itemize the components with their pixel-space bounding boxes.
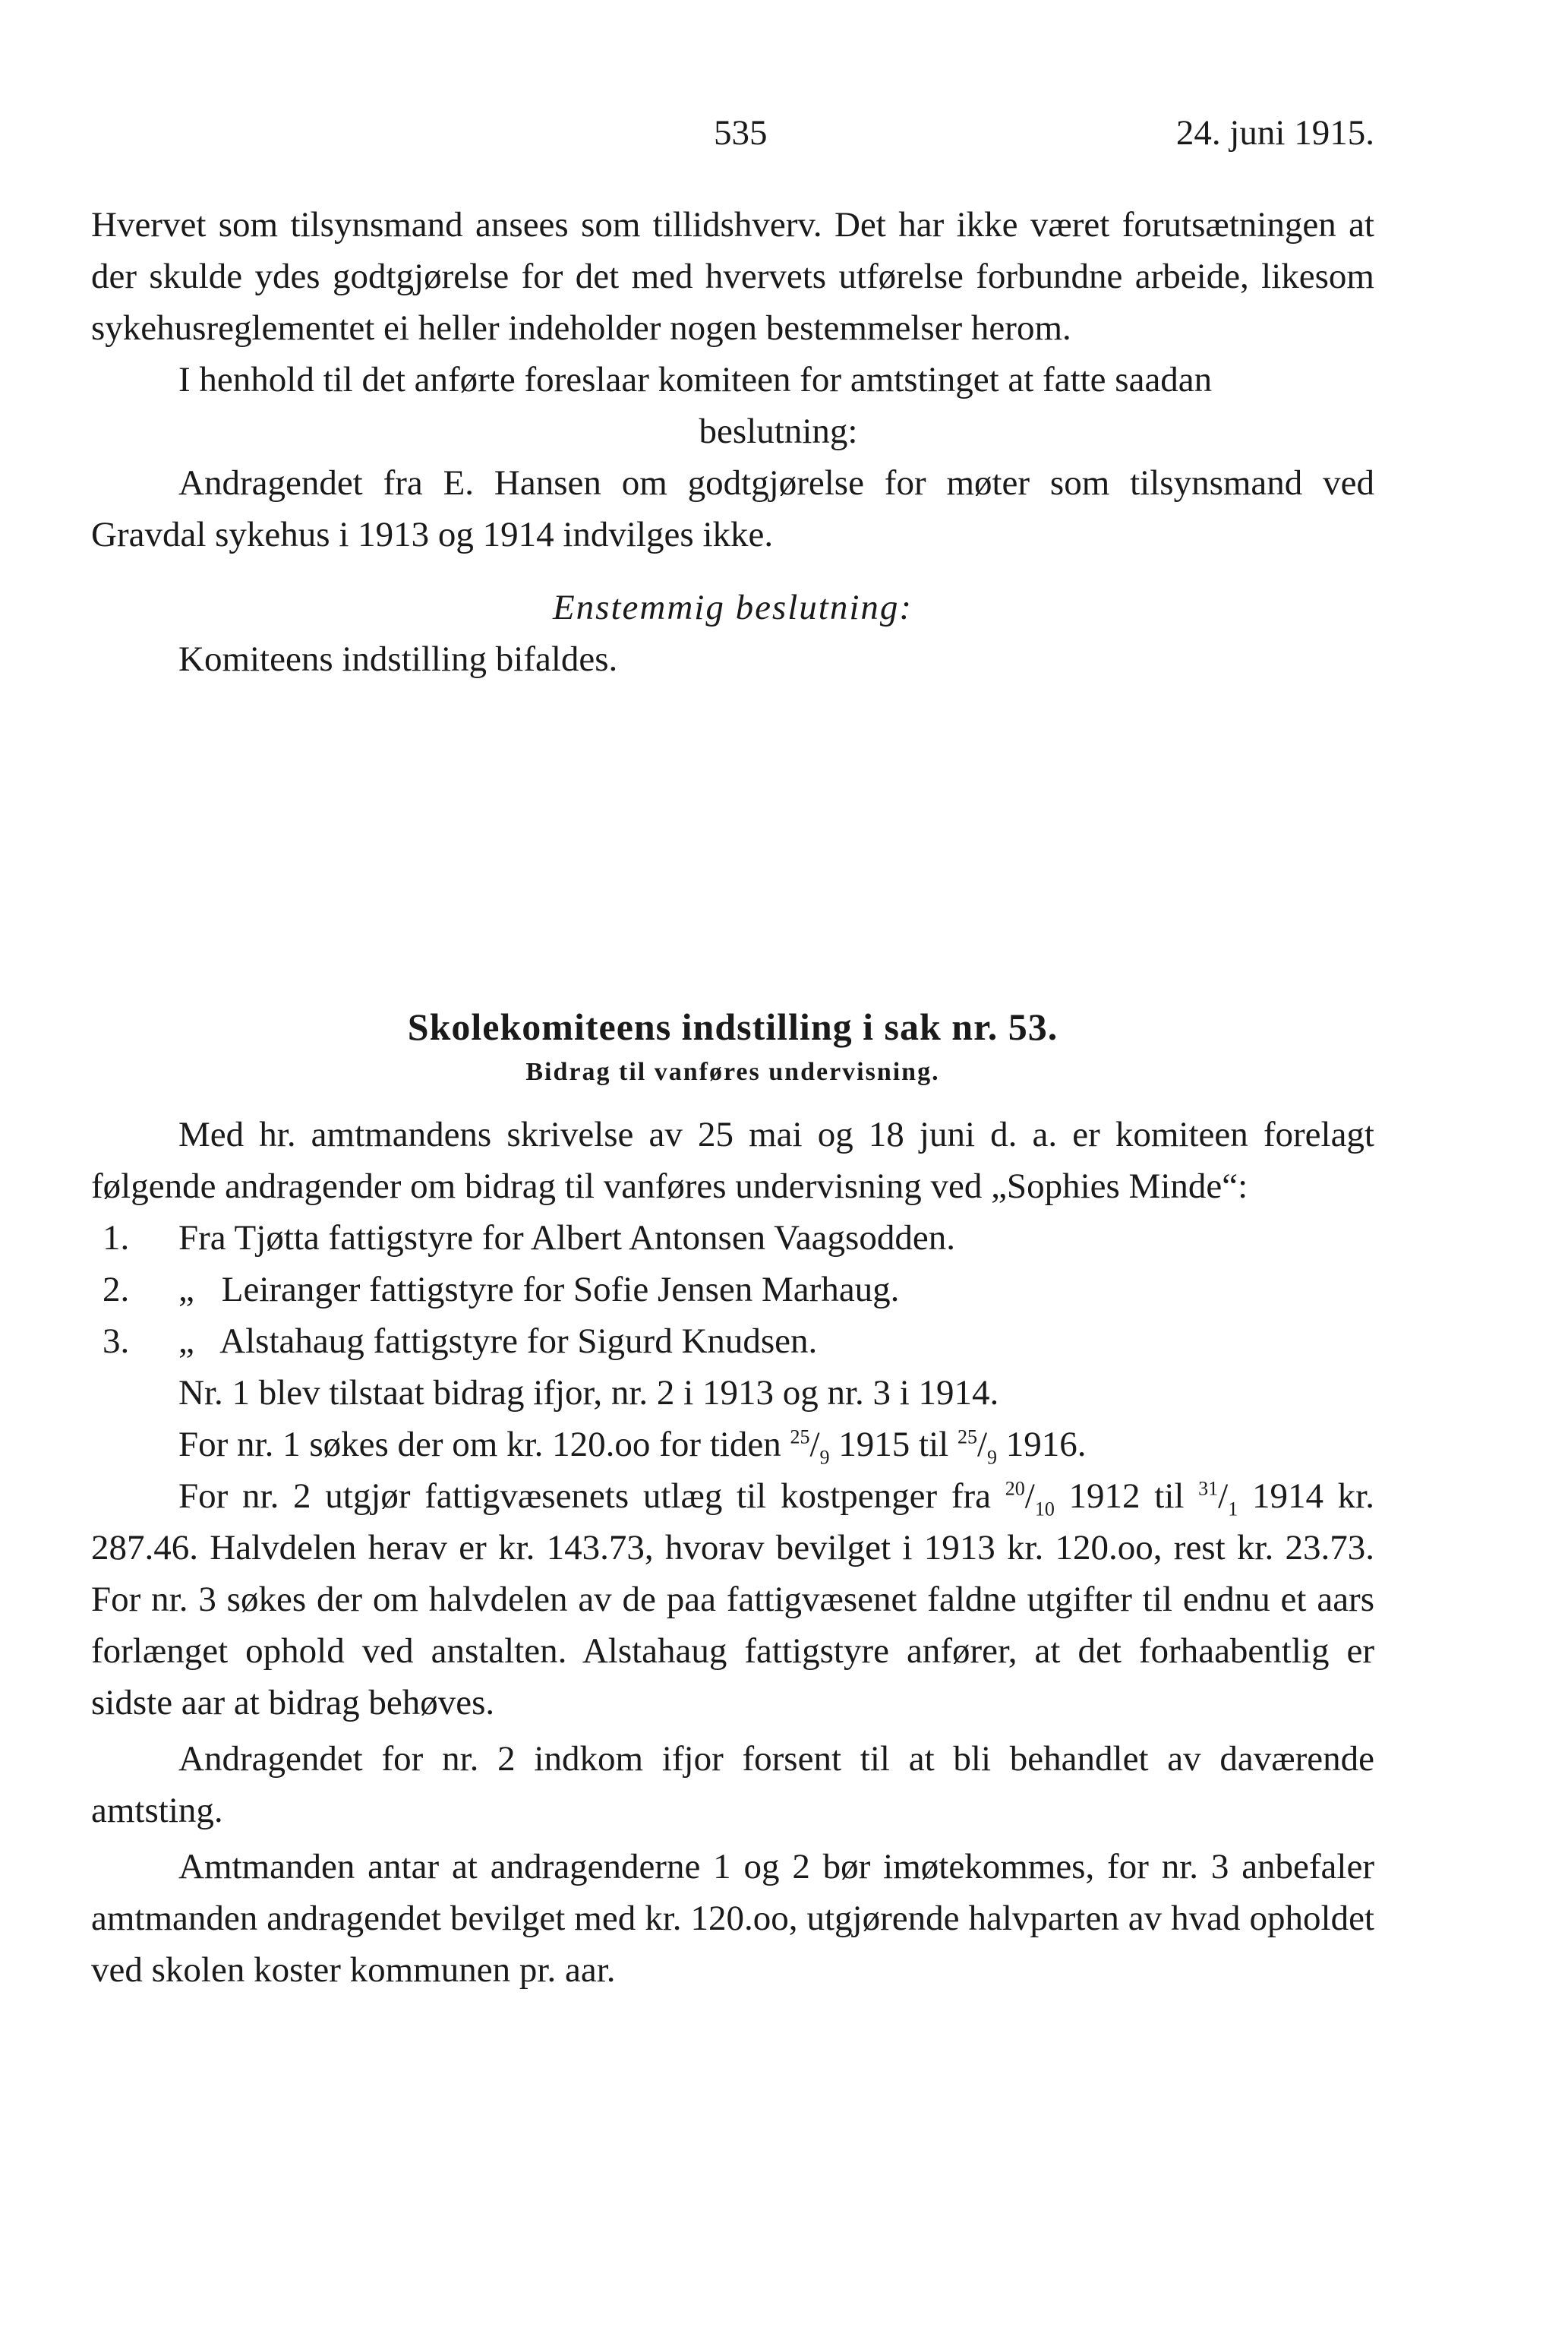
paragraph-andragendet-hansen: Andragendet fra E. Hansen om godtgjørelse for møter som tilsynsmand ved Gravdal sykehus i 1913 og 1914 indvilges ikke. (91, 463, 1374, 554)
list-item-text: Leiranger fattigstyre for Sofie Jensen Marhaug. (221, 1270, 900, 1309)
list-item (91, 1315, 1374, 1367)
paragraph-bifaldes: Komiteens indstilling bifaldes. (178, 639, 618, 679)
list-item (91, 1212, 1374, 1264)
fraction-denominator: 9 (819, 1446, 830, 1469)
section-skolekomite (91, 1001, 1374, 1996)
fraction-denominator: 9 (987, 1446, 998, 1469)
text-run: 1914 kr. 287.46. Halvdelen herav er kr. 143.73, hvorav bevilget i 1913 kr. 120.oo, rest kr. 23.73. For nr. 3 søkes der om halvdelen av de paa fattigvæsenet faldne utgifter til endnu et aars forlænget ophold ved anstalten. Alstahaug fattigstyre anfører, at det forhaabentlig er sidste aar at bidrag behøves. (91, 1476, 1374, 1722)
enstemmig-heading: Enstemmig beslutning: (552, 588, 913, 627)
paragraph-hvervet: Hvervet som tilsynsmand ansees som tillidshverv. Det har ikke været forutsætningen at der skulde ydes godtgjørelse for det med hvervets utførelse forbundne arbeide, likesom sykehusreglementet ei heller indeholder nogen bestemmelser herom. (91, 205, 1374, 348)
list-item-text: Fra Tjøtta fattigstyre for Albert Antonsen Vaagsodden. (178, 1218, 955, 1258)
list-item-number: 2. (103, 1270, 130, 1309)
section-subtitle: Bidrag til vanføres undervisning. (525, 1058, 940, 1086)
fraction-numerator: 25 (790, 1425, 810, 1448)
text-run: 1912 til (1054, 1476, 1199, 1516)
paragraph-for-nr1: For nr. 1 søkes der om kr. 120.oo for tiden $^{25}/_9$ 1915 til $^{25}/_9$ 1916. (178, 1425, 1087, 1469)
list-item-number: 3. (103, 1321, 130, 1361)
page-number: 535 (714, 113, 768, 153)
page-date: 24. juni 1915. (1175, 113, 1374, 153)
ditto-mark: „ (178, 1270, 194, 1309)
ditto-mark: „ (178, 1321, 194, 1361)
page-header (91, 112, 1374, 166)
fraction-denominator: 1 (1228, 1498, 1238, 1520)
section-title: Skolekomiteens indstilling i sak nr. 53. (407, 1005, 1058, 1048)
fraction-numerator: 31 (1198, 1477, 1219, 1500)
paragraph-nr1-tilstaat: Nr. 1 blev tilstaat bidrag ifjor, nr. 2 i 1913 og nr. 3 i 1914. (178, 1373, 999, 1413)
fraction-numerator: 25 (957, 1425, 977, 1448)
fraction-denominator: 10 (1034, 1498, 1055, 1520)
section-tilsynsmand (91, 199, 1374, 685)
text-run: For nr. 2 utgjør fattigvæsenets utlæg til kostpenger fra (178, 1476, 1005, 1516)
paragraph-andragendet-nr2: Andragendet for nr. 2 indkom ifjor forsent til at bli behandlet av daværende amtsting. (91, 1739, 1374, 1830)
fraction-numerator: 20 (1005, 1477, 1025, 1500)
list-item-number: 1. (103, 1218, 130, 1258)
paragraph-henhold: I henhold til det anførte foreslaar komiteen for amtstinget at fatte saadan (178, 360, 1213, 399)
list-item (91, 1264, 1374, 1315)
list-item-text: Alstahaug fattigstyre for Sigurd Knudsen. (219, 1321, 818, 1361)
text-run: 1915 til (829, 1425, 958, 1464)
paragraph-amtmanden: Amtmanden antar at andragenderne 1 og 2 bør imøtekommes, for nr. 3 anbefaler amtmanden andragendet bevilget med kr. 120.oo, utgjørende halvparten av hvad opholdet ved skolen koster kommunen pr. aar. (91, 1847, 1374, 1990)
paragraph-intro: Med hr. amtmandens skrivelse av 25 mai og 18 juni d. a. er komiteen forelagt følgende andragender om bidrag til vanføres undervisning ved „Sophies Minde“: (91, 1115, 1374, 1206)
text-run: For nr. 1 søkes der om kr. 120.oo for tiden (178, 1425, 790, 1464)
beslutning-heading: beslutning: (699, 412, 858, 451)
paragraph-for-nr2: For nr. 2 utgjør fattigvæsenets utlæg til kostpenger fra $^{20}/_{10}$ 1912 til $^{31}/_1$ 1914 kr. 287.46. Halvdelen herav er kr. 143.73, hvorav bevilget i 1913 kr. 120.oo, rest kr. 23.73. For nr. 3 søkes der om halvdelen av de paa fattigvæsenet faldne utgifter til endnu et aars forlænget ophold ved anstalten. Alstahaug fattigstyre anfører, at det forhaabentlig er sidste aar at bidrag behøves. (91, 1476, 1374, 1722)
text-run: 1916. (997, 1425, 1087, 1464)
